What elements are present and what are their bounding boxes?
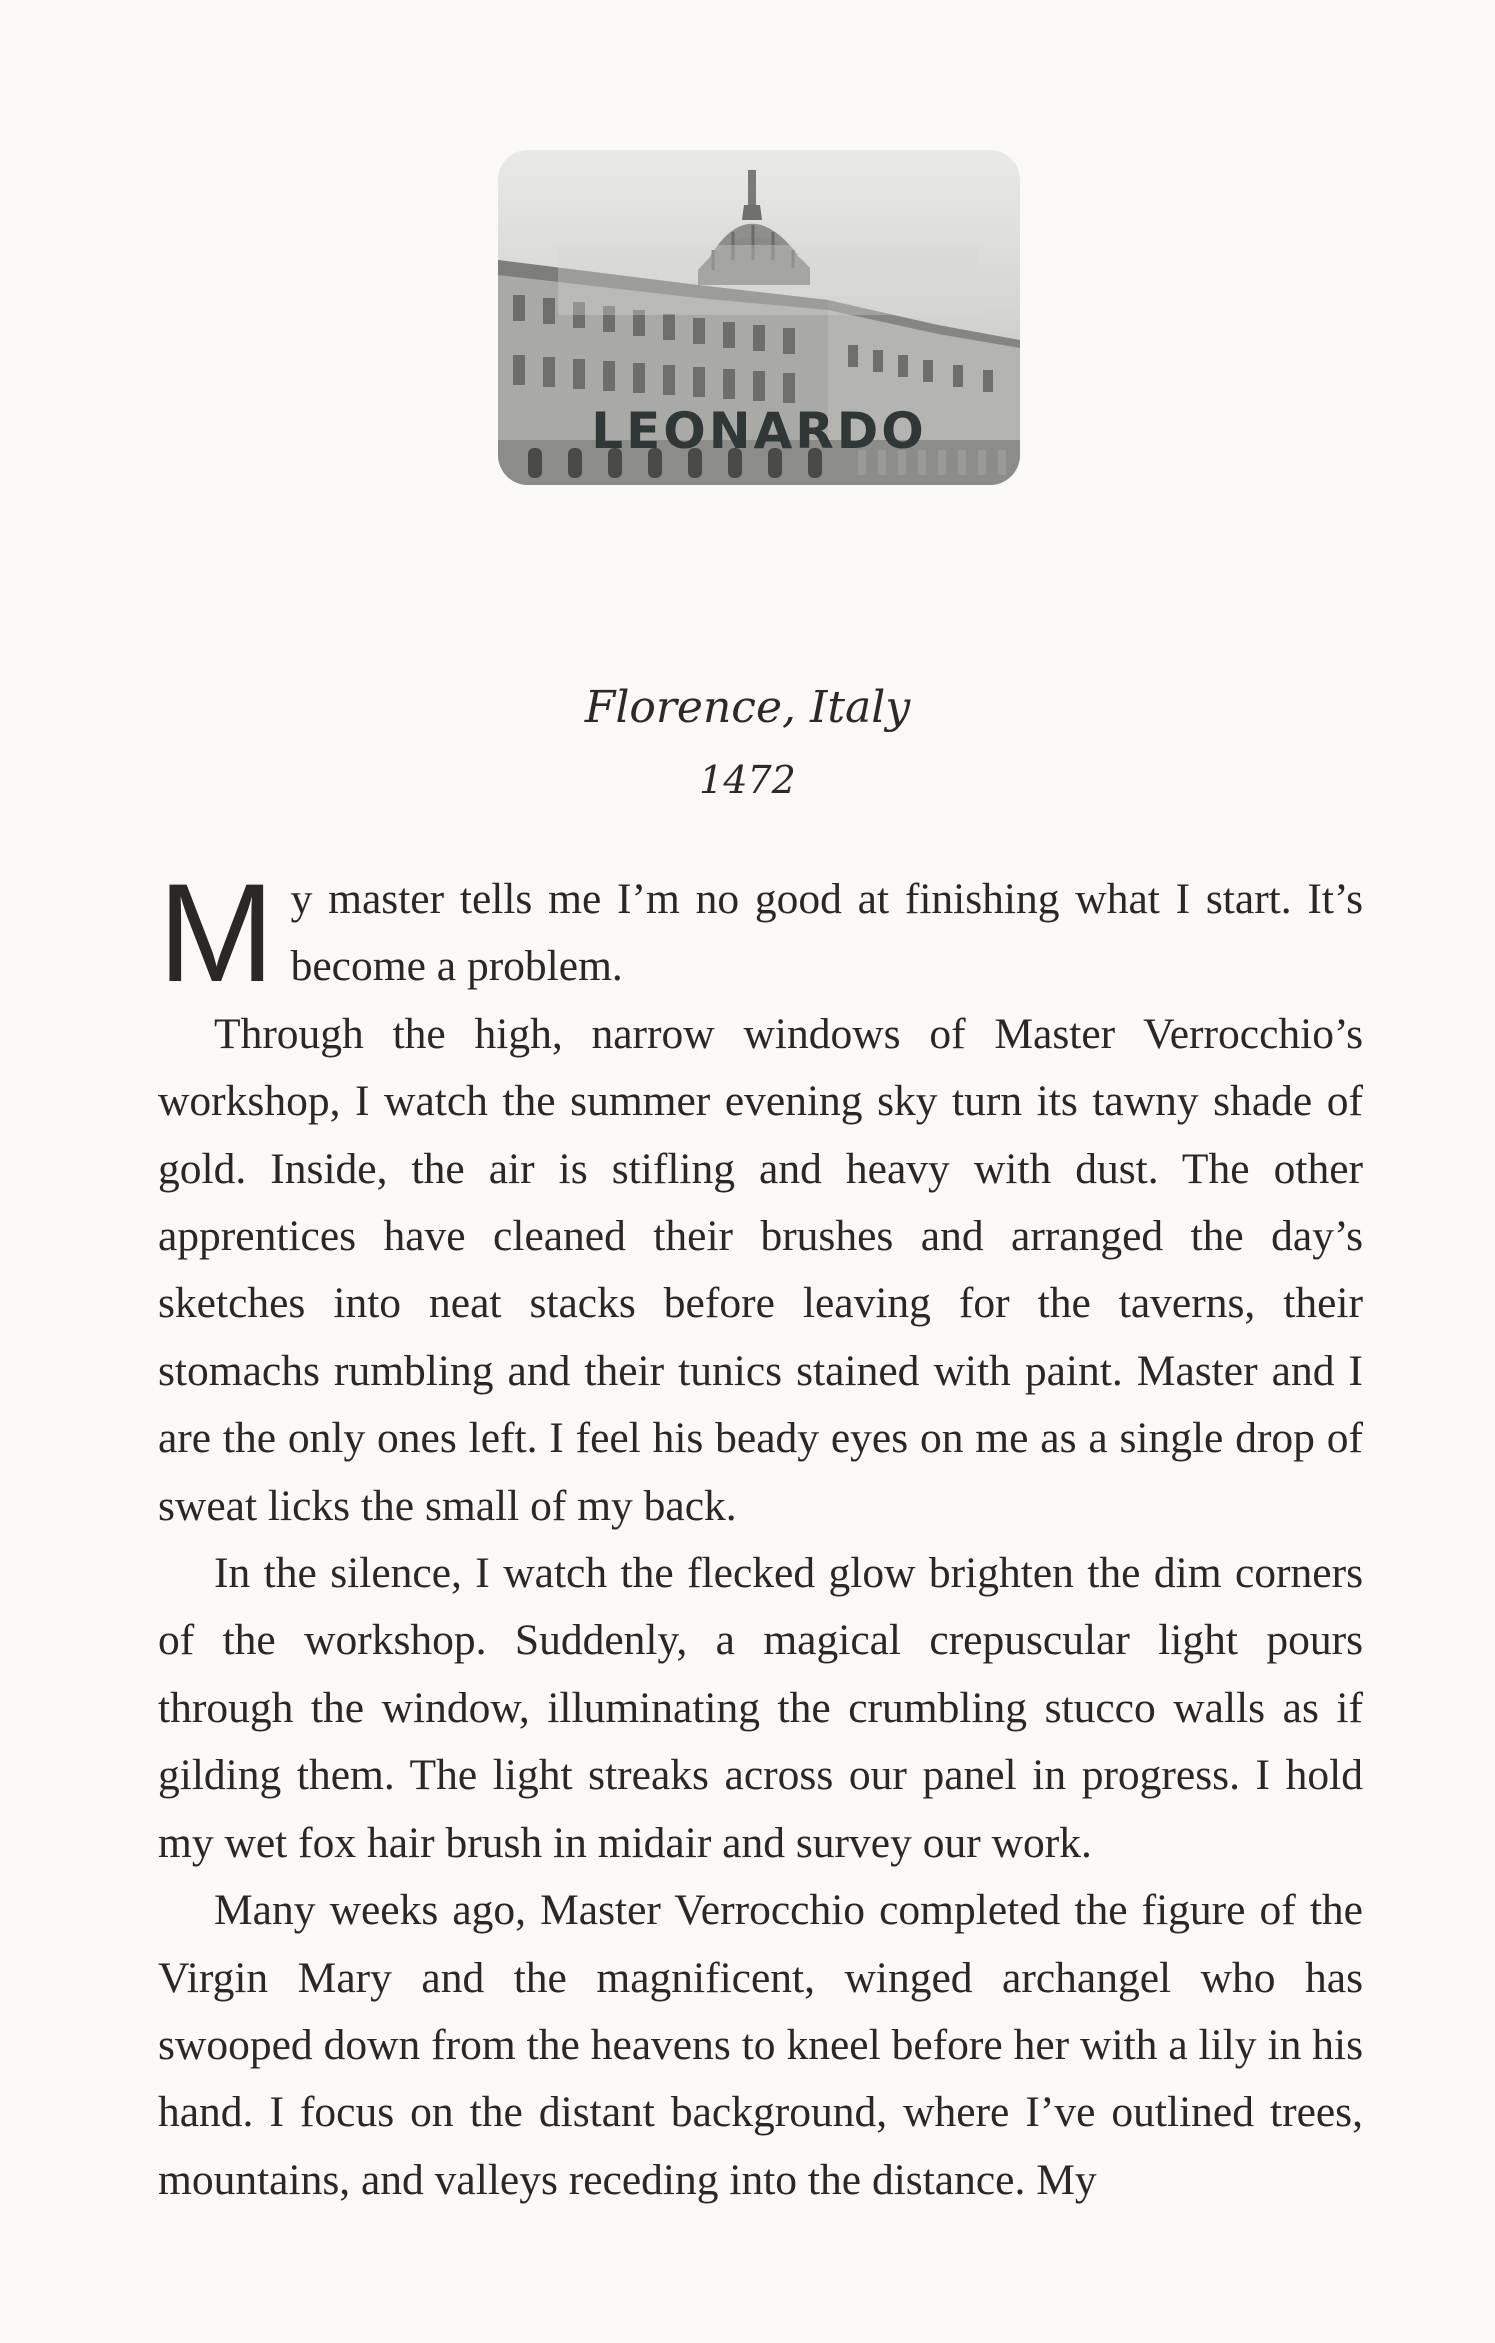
drop-cap: M	[158, 854, 275, 1011]
chapter-header-image	[498, 150, 1020, 485]
paragraph	[158, 854, 1363, 1011]
setting-year: 1472	[699, 758, 796, 802]
setting-location: Florence, Italy	[584, 682, 911, 733]
paragraph: In the silence, I watch the flecked glow brighten the dim corners of the workshop. Suddenly, a magical crepuscular light pours through the window, illuminating the crumbling stucco walls as if gilding them. The light streaks across our panel in progress. I hold my wet fox hair brush in midair and survey our work.	[158, 1549, 1363, 1867]
chapter-title: LEONARDO	[591, 402, 927, 460]
paragraph-text: y master tells me I’m no good at finishing what I start. It’s become a problem.	[290, 875, 1363, 991]
paragraph: Many weeks ago, Master Verrocchio completed the figure of the Virgin Mary and the magnificent, winged archangel who has swooped down from the heavens to kneel before her with a lily in his hand. I focus on the distant background, where I’ve outlined trees, mountains, and valleys receding into the distance. My	[158, 1886, 1363, 2204]
paragraph: Through the high, narrow windows of Master Verrocchio’s workshop, I watch the summer evening sky turn its tawny shade of gold. Inside, the air is stifling and heavy with dust. The other apprentices have cleaned their brushes and arranged the day’s sketches into neat stacks before leaving for the taverns, their stomachs rumbling and their tunics stained with paint. Master and I are the only ones left. I feel his beady eyes on me as a single drop of sweat licks the small of my back.	[158, 1009, 1363, 1530]
chapter-body	[158, 854, 1363, 2214]
